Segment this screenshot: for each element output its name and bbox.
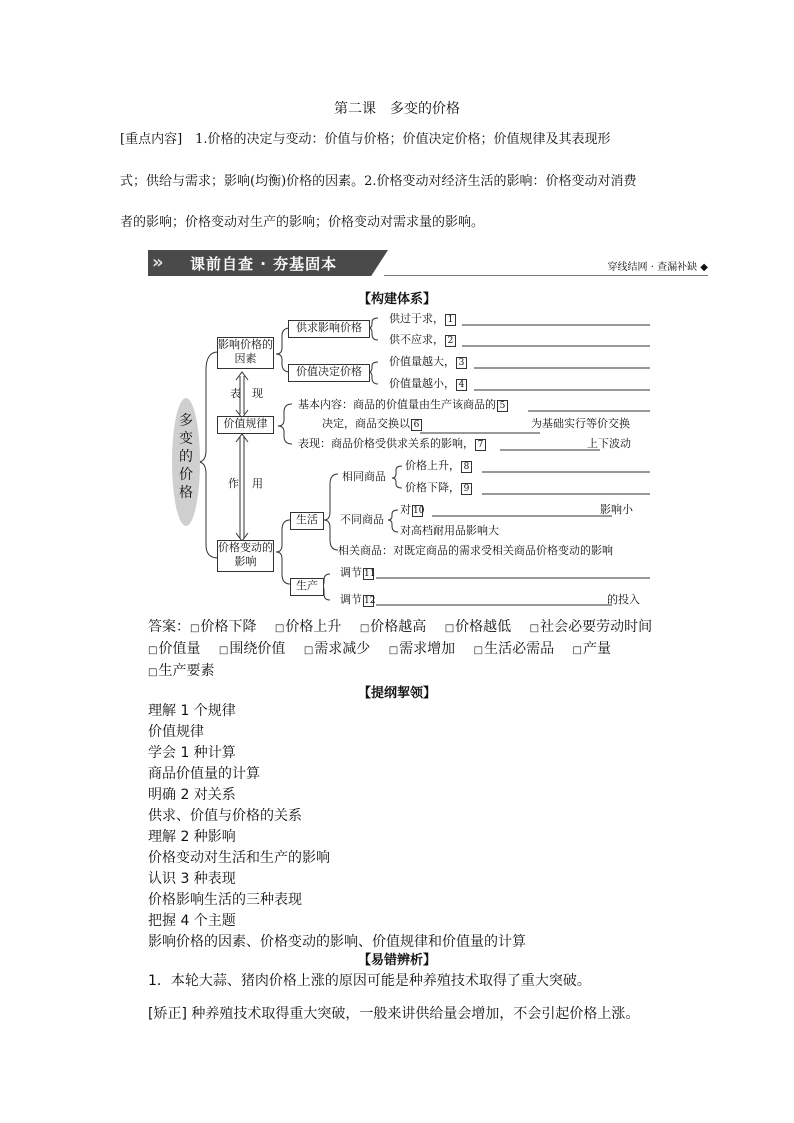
answer-marker-icon: □ bbox=[388, 645, 399, 656]
key-content-line-2: 式；供给与需求；影响(均衡)价格的因素。2.价格变动对经济生活的影响：价格变动对消费 bbox=[120, 174, 637, 189]
answer-item: □生产要素 bbox=[148, 663, 215, 679]
answer-marker-icon: □ bbox=[190, 623, 200, 634]
adjust-output-row: 调节 11 bbox=[340, 566, 376, 579]
answer-marker-icon: □ bbox=[274, 623, 285, 634]
answers-label: 答案： bbox=[148, 619, 190, 635]
answer-marker-icon: □ bbox=[148, 645, 158, 656]
value-smaller-row: 价值量越小， 4 bbox=[389, 378, 468, 391]
key-content-line-3: 者的影响；价格变动对生产的影响；价格变动对需求量的影响。 bbox=[120, 215, 485, 230]
label-xian: 现 bbox=[252, 387, 263, 400]
diagram-heading: 【构建体系】 bbox=[357, 292, 436, 307]
answer-marker-icon: □ bbox=[572, 645, 582, 656]
impact-box: 价格变动的影响 bbox=[217, 540, 274, 572]
law-manifest-row: 表现：商品价格受供求关系的影响， 7 上下波动 bbox=[298, 437, 631, 450]
label-zuo: 作 bbox=[228, 477, 239, 490]
same-goods-label: 相同商品 bbox=[342, 470, 386, 483]
outline-line: 供求、价值与价格的关系 bbox=[148, 808, 302, 824]
outline-line: 商品价值量的计算 bbox=[148, 766, 260, 782]
outline-line: 理解 2 种影响 bbox=[148, 829, 236, 845]
error-question-1: 1．本轮大蒜、猪肉价格上涨的原因可能是种养殖技术取得了重大突破。 bbox=[148, 973, 591, 989]
necessities-row: 对 10 影响小 bbox=[400, 503, 633, 516]
answer-item: □价格上升 bbox=[274, 619, 342, 635]
answer-marker-icon: □ bbox=[303, 645, 314, 656]
answers-block bbox=[148, 617, 688, 683]
outline-line: 把握 4 个主题 bbox=[148, 913, 236, 929]
diamond-icon: ◆ bbox=[700, 262, 708, 273]
value-larger-row: 价值量越大， 3 bbox=[389, 356, 468, 369]
production-box: 生产 bbox=[290, 578, 324, 596]
label-yong: 用 bbox=[252, 477, 263, 490]
key-content-line-1: [重点内容] 1.价格的决定与变动：价值与价格；价值决定价格；价值规律及其表现形 bbox=[120, 132, 611, 147]
answer-marker-icon: □ bbox=[359, 623, 370, 634]
outline-line: 价格变动对生活和生产的影响 bbox=[148, 850, 330, 866]
supply-over-row: 供过于求， 1 bbox=[389, 313, 457, 326]
label-biao: 表 bbox=[230, 387, 241, 400]
answer-marker-icon: □ bbox=[218, 645, 229, 656]
outline-list bbox=[148, 701, 526, 953]
outline-line: 价格影响生活的三种表现 bbox=[148, 892, 302, 908]
law-content-row: 基本内容：商品的价值量由生产该商品的 5 bbox=[298, 399, 509, 412]
factors-box: 影响价格的因素 bbox=[217, 337, 274, 369]
answer-item: □价格下降 bbox=[190, 619, 257, 635]
answer-marker-icon: □ bbox=[473, 645, 484, 656]
answer-marker-icon: □ bbox=[444, 623, 455, 634]
price-down-row: 价格下降， 9 bbox=[405, 482, 473, 495]
answer-marker-icon: □ bbox=[529, 623, 540, 634]
price-up-row: 价格上升， 8 bbox=[405, 460, 473, 473]
errors-heading: 【易错辨析】 bbox=[357, 953, 436, 968]
answer-item: □需求减少 bbox=[303, 641, 371, 657]
answer-item: □价格越低 bbox=[444, 619, 512, 635]
answer-item: □社会必要劳动时间 bbox=[529, 619, 653, 635]
double-chevron-icon: » bbox=[152, 252, 164, 273]
diff-goods-label: 不同商品 bbox=[340, 513, 384, 526]
related-goods-row: 相关商品：对既定商品的需求受相关商品价格变动的影响 bbox=[338, 544, 613, 557]
law-box: 价值规律 bbox=[217, 416, 274, 434]
answer-item: □需求增加 bbox=[388, 641, 456, 657]
band-right-label: 穿线结网 · 查漏补缺 ◆ bbox=[607, 262, 708, 273]
outline-line: 明确 2 对关系 bbox=[148, 787, 236, 803]
answer-item: □产量 bbox=[572, 641, 611, 657]
page-title: 第二课 多变的价格 bbox=[334, 101, 460, 117]
law-exchange-row: 决定，商品交换以 6 为基础实行等价交换 bbox=[322, 417, 630, 430]
supply-under-row: 供不应求， 2 bbox=[389, 334, 457, 347]
supply-box: 供求影响价格 bbox=[288, 320, 370, 338]
answer-item: □价格越高 bbox=[359, 619, 427, 635]
error-correction-1: [矫正] 种养殖技术取得重大突破，一般来讲供给量会增加，不会引起价格上涨。 bbox=[148, 1006, 640, 1022]
durables-row: 对高档耐用品影响大 bbox=[400, 524, 499, 537]
answer-item: □价值量 bbox=[148, 641, 201, 657]
value-box: 价值决定价格 bbox=[288, 364, 370, 382]
answer-item: □生活必需品 bbox=[473, 641, 555, 657]
life-box: 生活 bbox=[290, 512, 324, 530]
root-label: 多变的价格 bbox=[179, 413, 193, 501]
outline-line: 学会 1 种计算 bbox=[148, 745, 236, 761]
answer-marker-icon: □ bbox=[148, 667, 158, 678]
outline-line: 认识 3 种表现 bbox=[148, 871, 236, 887]
outline-line: 理解 1 个规律 bbox=[148, 703, 236, 719]
outline-line: 影响价格的因素、价格变动的影响、价值规律和价值量的计算 bbox=[148, 934, 526, 950]
outline-heading: 【提纲挈领】 bbox=[357, 686, 436, 701]
band-label: 课前自查 · 夯基固本 bbox=[190, 255, 338, 273]
answer-item: □围绕价值 bbox=[218, 641, 286, 657]
adjust-input-row: 调节 12 的投入 bbox=[340, 593, 640, 606]
outline-line: 价值规律 bbox=[148, 724, 204, 740]
